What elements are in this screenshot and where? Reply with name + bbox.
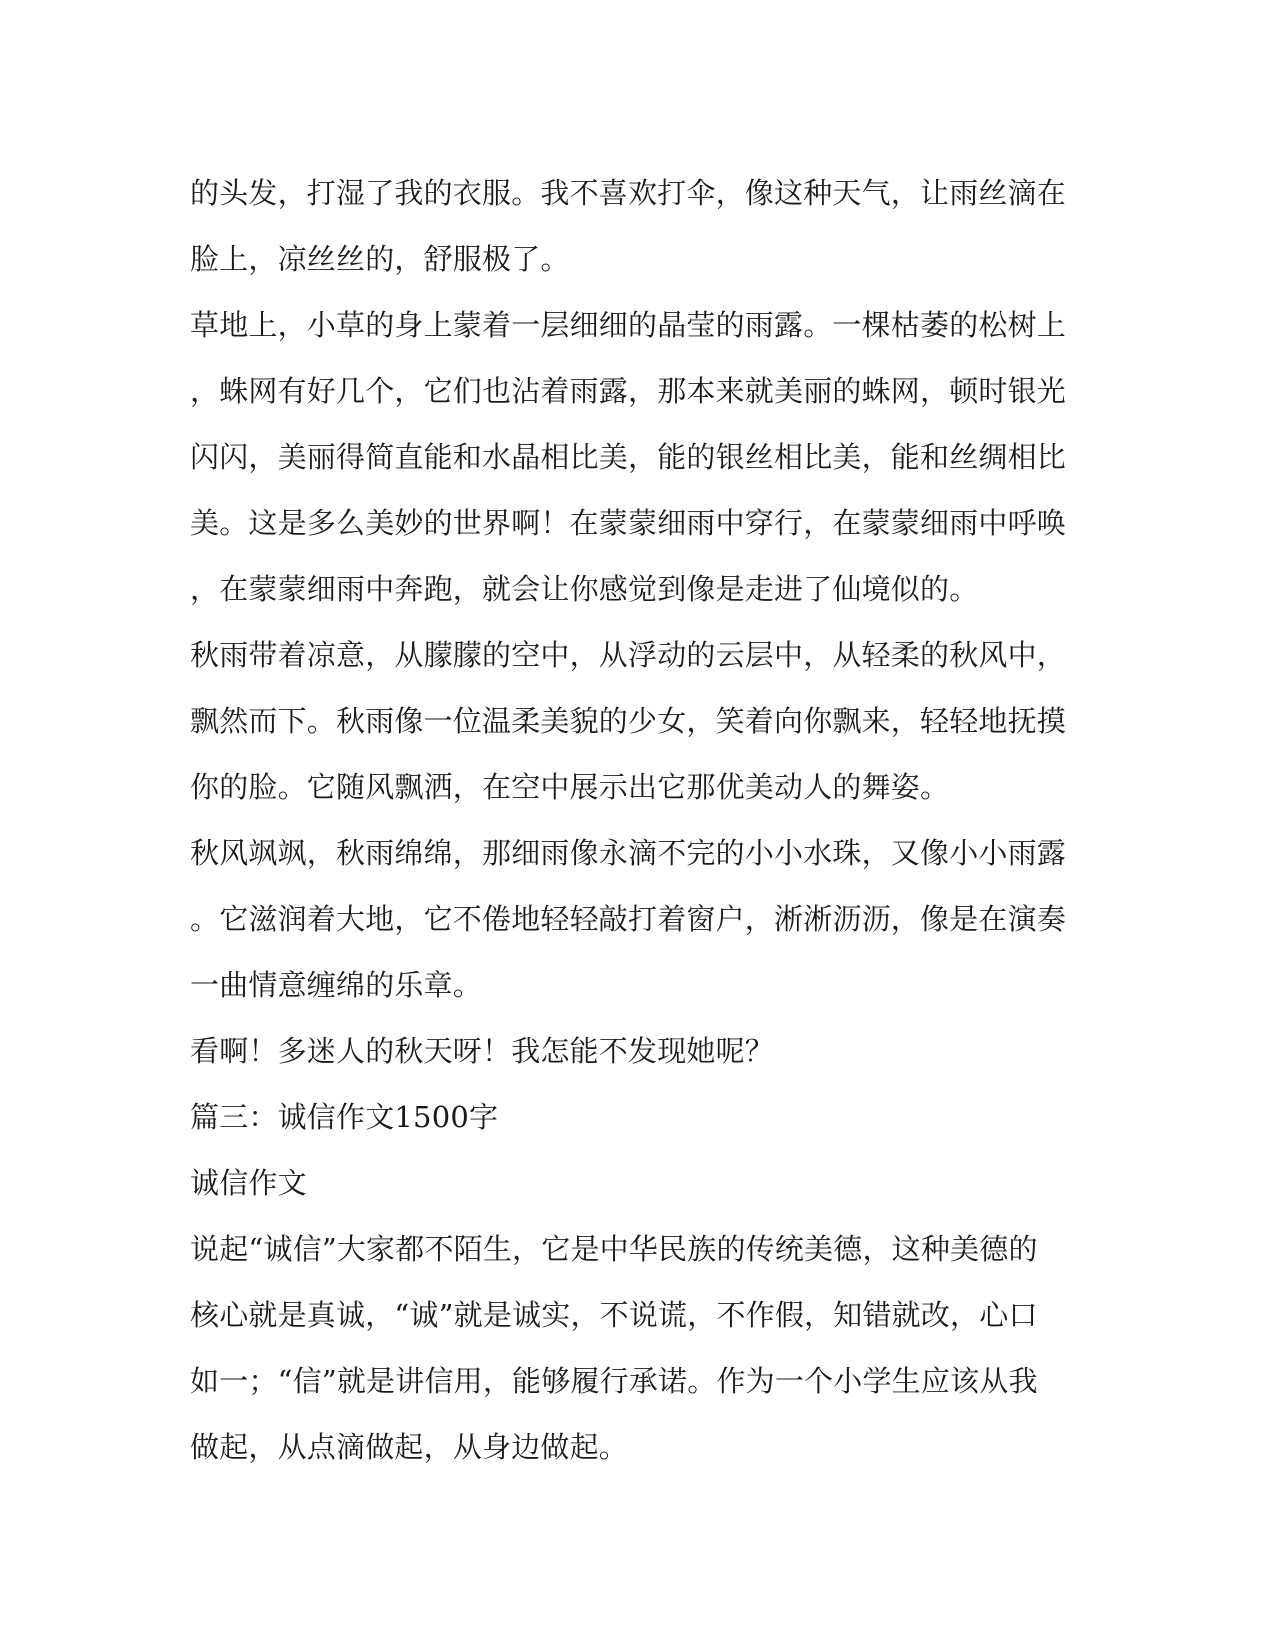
text-line: ，蛛网有好几个，它们也沾着雨露，那本来就美丽的蛛网，顿时银光 <box>190 374 1067 408</box>
text-line: 做起，从点滴做起，从身边做起。 <box>190 1430 629 1464</box>
text-line: 秋雨带着凉意，从朦朦的空中，从浮动的云层中，从轻柔的秋风中， <box>190 638 1067 672</box>
essay-title: 诚信作文 <box>190 1166 307 1200</box>
text-line: 核心就是真诚，“诚”就是诚实，不说谎，不作假，知错就改，心口 <box>190 1298 1038 1332</box>
text-line: 美。这是多么美妙的世界啊！在蒙蒙细雨中穿行，在蒙蒙细雨中呼唤 <box>190 506 1067 540</box>
text-line: 说起“诚信”大家都不陌生，它是中华民族的传统美德，这种美德的 <box>190 1232 1038 1266</box>
document-page <box>190 160 1070 1480</box>
text-line: 飘然而下。秋雨像一位温柔美貌的少女，笑着向你飘来，轻轻地抚摸 <box>190 704 1067 738</box>
text-line: 闪闪，美丽得简直能和水晶相比美，能的银丝相比美，能和丝绸相比 <box>190 440 1067 474</box>
section-heading: 篇三：诚信作文1500字 <box>190 1100 499 1134</box>
text-line: 的头发，打湿了我的衣服。我不喜欢打伞，像这种天气，让雨丝滴在 <box>190 176 1067 210</box>
text-line: ，在蒙蒙细雨中奔跑，就会让你感觉到像是走进了仙境似的。 <box>190 572 979 606</box>
text-line: 如一；“信”就是讲信用，能够履行承诺。作为一个小学生应该从我 <box>190 1364 1038 1398</box>
text-line: 脸上，凉丝丝的，舒服极了。 <box>190 242 570 276</box>
text-line: 你的脸。它随风飘洒，在空中展示出它那优美动人的舞姿。 <box>190 770 950 804</box>
text-line: 一曲情意缠绵的乐章。 <box>190 968 483 1002</box>
text-line: 。它滋润着大地，它不倦地轻轻敲打着窗户，淅淅沥沥，像是在演奏 <box>190 902 1067 936</box>
text-line: 草地上，小草的身上蒙着一层细细的晶莹的雨露。一棵枯萎的松树上 <box>190 308 1067 342</box>
text-line: 看啊！多迷人的秋天呀！我怎能不发现她呢？ <box>190 1034 775 1068</box>
text-line: 秋风飒飒，秋雨绵绵，那细雨像永滴不完的小小水珠，又像小小雨露 <box>190 836 1067 870</box>
